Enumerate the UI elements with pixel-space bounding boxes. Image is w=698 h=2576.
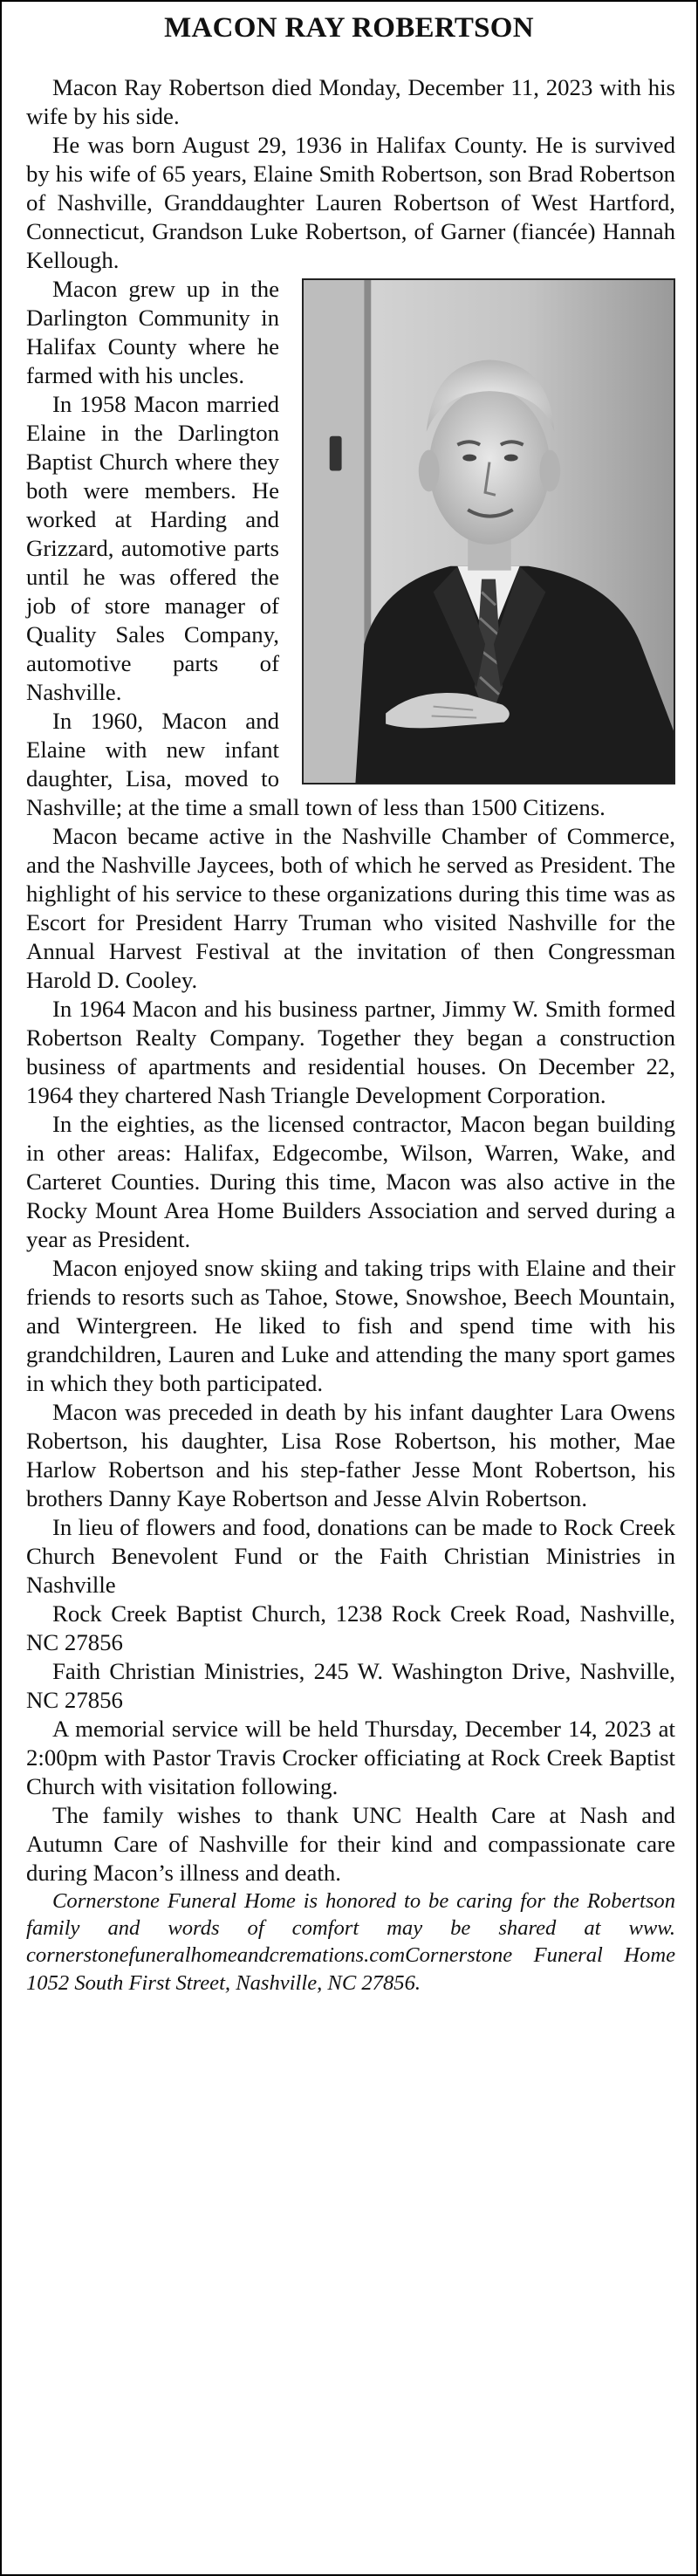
- paragraph: Macon grew up in the Darlington Community in Halifax County where he farmed with his uncles.: [26, 276, 279, 388]
- paragraph: In lieu of flowers and food, donations can be made to Rock Creek Church Benevolent Fund or the Faith Christian Ministries in Nashville: [26, 1514, 675, 1598]
- paragraph: Macon enjoyed snow skiing and taking trips with Elaine and their friends to resorts such as Tahoe, Stowe, Snowshoe, Beech Mountain, and Wintergreen. He liked to fish and spend time with his grandchildren, Lauren and Luke and attending the many sport games in which they both participated.: [26, 1255, 675, 1396]
- portrait-photo: [302, 278, 675, 784]
- paragraph: A memorial service will be held Thursday, December 14, 2023 at 2:00pm with Pastor Travis Crocker officiating at Rock Creek Baptist Church with visitation following.: [26, 1716, 675, 1799]
- paragraph: Macon became active in the Nashville Chamber of Commerce, and the Nashville Jaycees, both of which he served as President. The highlight of his service to these organizations during this time was as Escort for President Harry Truman who visited Nashville for the Annual Harvest Festival at the invitation of then Congressman Harold D. Cooley.: [26, 823, 675, 993]
- obituary-body: [26, 73, 675, 1997]
- portrait-photo-icon: [304, 280, 674, 783]
- paragraph: In 1960, Macon and Elaine with new infant daughter, Lisa, moved to Nashville; at the time a small town of less than 1500 Citizens.: [26, 708, 606, 820]
- paragraph: In 1964 Macon and his business partner, Jimmy W. Smith formed Robertson Realty Company. Together they began a construction business of apartments and residential houses. On December 22, 1964 they chartered Nash Triangle Development Corporation.: [26, 996, 675, 1108]
- paragraph: Macon Ray Robertson died Monday, December 11, 2023 with his wife by his side.: [26, 74, 675, 129]
- obituary-title: MACON RAY ROBERTSON: [164, 12, 534, 44]
- paragraph: Macon was preceded in death by his infant daughter Lara Owens Robertson, his daughter, Lisa Rose Robertson, his mother, Mae Harlow Robertson and his step-father Jesse Mont Robertson, his brothers Danny Kaye Robertson and Jesse Alvin Robertson.: [26, 1399, 675, 1511]
- funeral-home-notice: Cornerstone Funeral Home is honored to be caring for the Robertson family and words of comfort may be shared at www. cornerstonefuneralhomeandcremations.comCornerstone Funeral Home 1052 South First Street, Nashville, NC 27856.: [26, 1889, 675, 1995]
- paragraph: Faith Christian Ministries, 245 W. Washington Drive, Nashville, NC 27856: [26, 1658, 675, 1713]
- paragraph: In 1958 Macon married Elaine in the Darlington Baptist Church where they both were members. He worked at Harding and Grizzard, automotive parts until he was offered the job of store manager of Quality Sales Company, automotive parts of Nashville.: [26, 391, 279, 705]
- paragraph: Rock Creek Baptist Church, 1238 Rock Creek Road, Nashville, NC 27856: [26, 1600, 675, 1655]
- paragraph: The family wishes to thank UNC Health Care at Nash and Autumn Care of Nashville for their kind and compassionate care during Macon’s illness and death.: [26, 1802, 675, 1886]
- paragraph: In the eighties, as the licensed contractor, Macon began building in other areas: Halifax, Edgecombe, Wilson, Warren, Wake, and Carteret Counties. During this time, Macon was also active in the Rocky Mount Area Home Builders Association and served during a year as President.: [26, 1111, 675, 1252]
- paragraph: He was born August 29, 1936 in Halifax County. He is survived by his wife of 65 years, Elaine Smith Robertson, son Brad Robertson of Nashville, Granddaughter Lauren Robertson of West Hartford, Connecticut, Grandson Luke Robertson, of Garner (fiancée) Hannah Kellough.: [26, 132, 675, 273]
